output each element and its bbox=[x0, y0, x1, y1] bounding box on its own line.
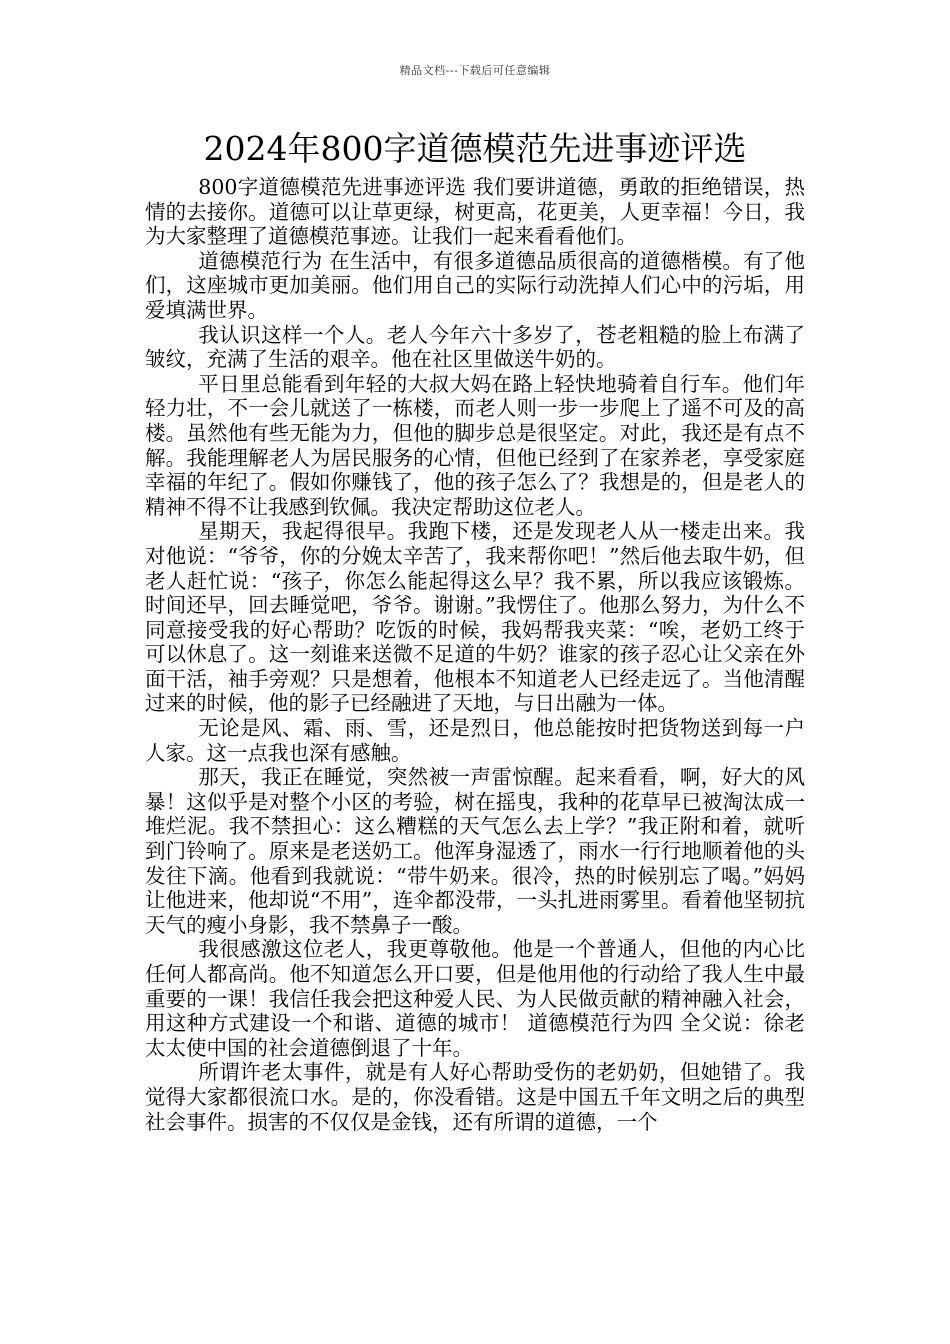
paragraph: 我认识这样一个人。老人今年六十多岁了，苍老粗糙的脸上布满了皱纹，充满了生活的艰辛。他在社区里做送牛奶的。 bbox=[145, 322, 805, 372]
paragraph: 平日里总能看到年轻的大叔大妈在路上轻快地骑着自行车。他们年轻力壮，不一会儿就送了一栋楼，而老人则一步一步爬上了遥不可及的高楼。虽然他有些无能为力，但他的脚步总是很坚定。对此，我还是有点不解。我能理解老人为居民服务的心情，但他已经到了在家养老，享受家庭幸福的年纪了。假如你赚钱了，他的孩子怎么了？我想是的，但是老人的精神不得不让我感到钦佩。我决定帮助这位老人。 bbox=[145, 371, 805, 519]
paragraph: 那天，我正在睡觉，突然被一声雷惊醒。起来看看，啊，好大的风暴！这似乎是对整个小区的考验，树在摇曳，我种的花草早已被淘汰成一堆烂泥。我不禁担心：这么糟糕的天气怎么去上学？”我正附和着，就听到门铃响了。原来是老送奶工。他浑身湿透了，雨水一行行地顺着他的头发往下滴。他看到我就说：“带牛奶来。很冷，热的时候别忘了喝。”妈妈让他进来，他却说“不用”，连伞都没带，一头扎进雨雾里。看着他坚韧抗天气的瘦小身影，我不禁鼻子一酸。 bbox=[145, 765, 805, 937]
paragraph: 800字道德模范先进事迹评选 我们要讲道德，勇敢的拒绝错误，热情的去接你。道德可以让草更绿，树更高，花更美，人更幸福！今日，我为大家整理了道德模范事迹。让我们一起来看看他们。 bbox=[145, 175, 805, 249]
paragraph: 无论是风、霜、雨、雪，还是烈日，他总能按时把货物送到每一户人家。这一点我也深有感触。 bbox=[145, 716, 805, 765]
document-title: 2024年800字道德模范先进事迹评选 bbox=[203, 129, 747, 168]
page-header: 精品文档---下载后可任意编辑 bbox=[399, 64, 551, 77]
document-body bbox=[145, 175, 805, 1134]
paragraph: 我很感激这位老人，我更尊敬他。他是一个普通人，但他的内心比任何人都高尚。他不知道怎么开口要，但是他用他的行动给了我人生中最重要的一课！我信任我会把这种爱人民、为人民做贡献的精神融入社会，用这种方式建设一个和谐、道德的城市！ 道德模范行为四 全父说：徐老太太使中国的社会道德倒退了十年。 bbox=[145, 937, 805, 1060]
paragraph: 星期天，我起得很早。我跑下楼，还是发现老人从一楼走出来。我对他说：“爷爷，你的分娩太辛苦了，我来帮你吧！”然后他去取牛奶，但老人赶忙说：“孩子，你怎么能起得这么早？我不累，所以我应该锻炼。时间还早，回去睡觉吧，爷爷。谢谢。”我愣住了。他那么努力，为什么不同意接受我的好心帮助？吃饭的时候，我妈帮我夹菜：“唉，老奶工终于可以休息了。这一刻谁来送微不足道的牛奶？谁家的孩子忍心让父亲在外面干活，袖手旁观？只是想着，他根本不知道老人已经走远了。当他清醒过来的时候，他的影子已经融进了天地，与日出融为一体。 bbox=[145, 519, 805, 716]
paragraph: 道德模范行为 在生活中，有很多道德品质很高的道德楷模。有了他们，这座城市更加美丽。他们用自己的实际行动洗掉人们心中的污垢，用爱填满世界。 bbox=[145, 248, 805, 322]
paragraph: 所谓许老太事件，就是有人好心帮助受伤的老奶奶，但她错了。我觉得大家都很流口水。是的，你没看错。这是中国五千年文明之后的典型社会事件。损害的不仅仅是金钱，还有所谓的道德，一个 bbox=[145, 1060, 805, 1134]
